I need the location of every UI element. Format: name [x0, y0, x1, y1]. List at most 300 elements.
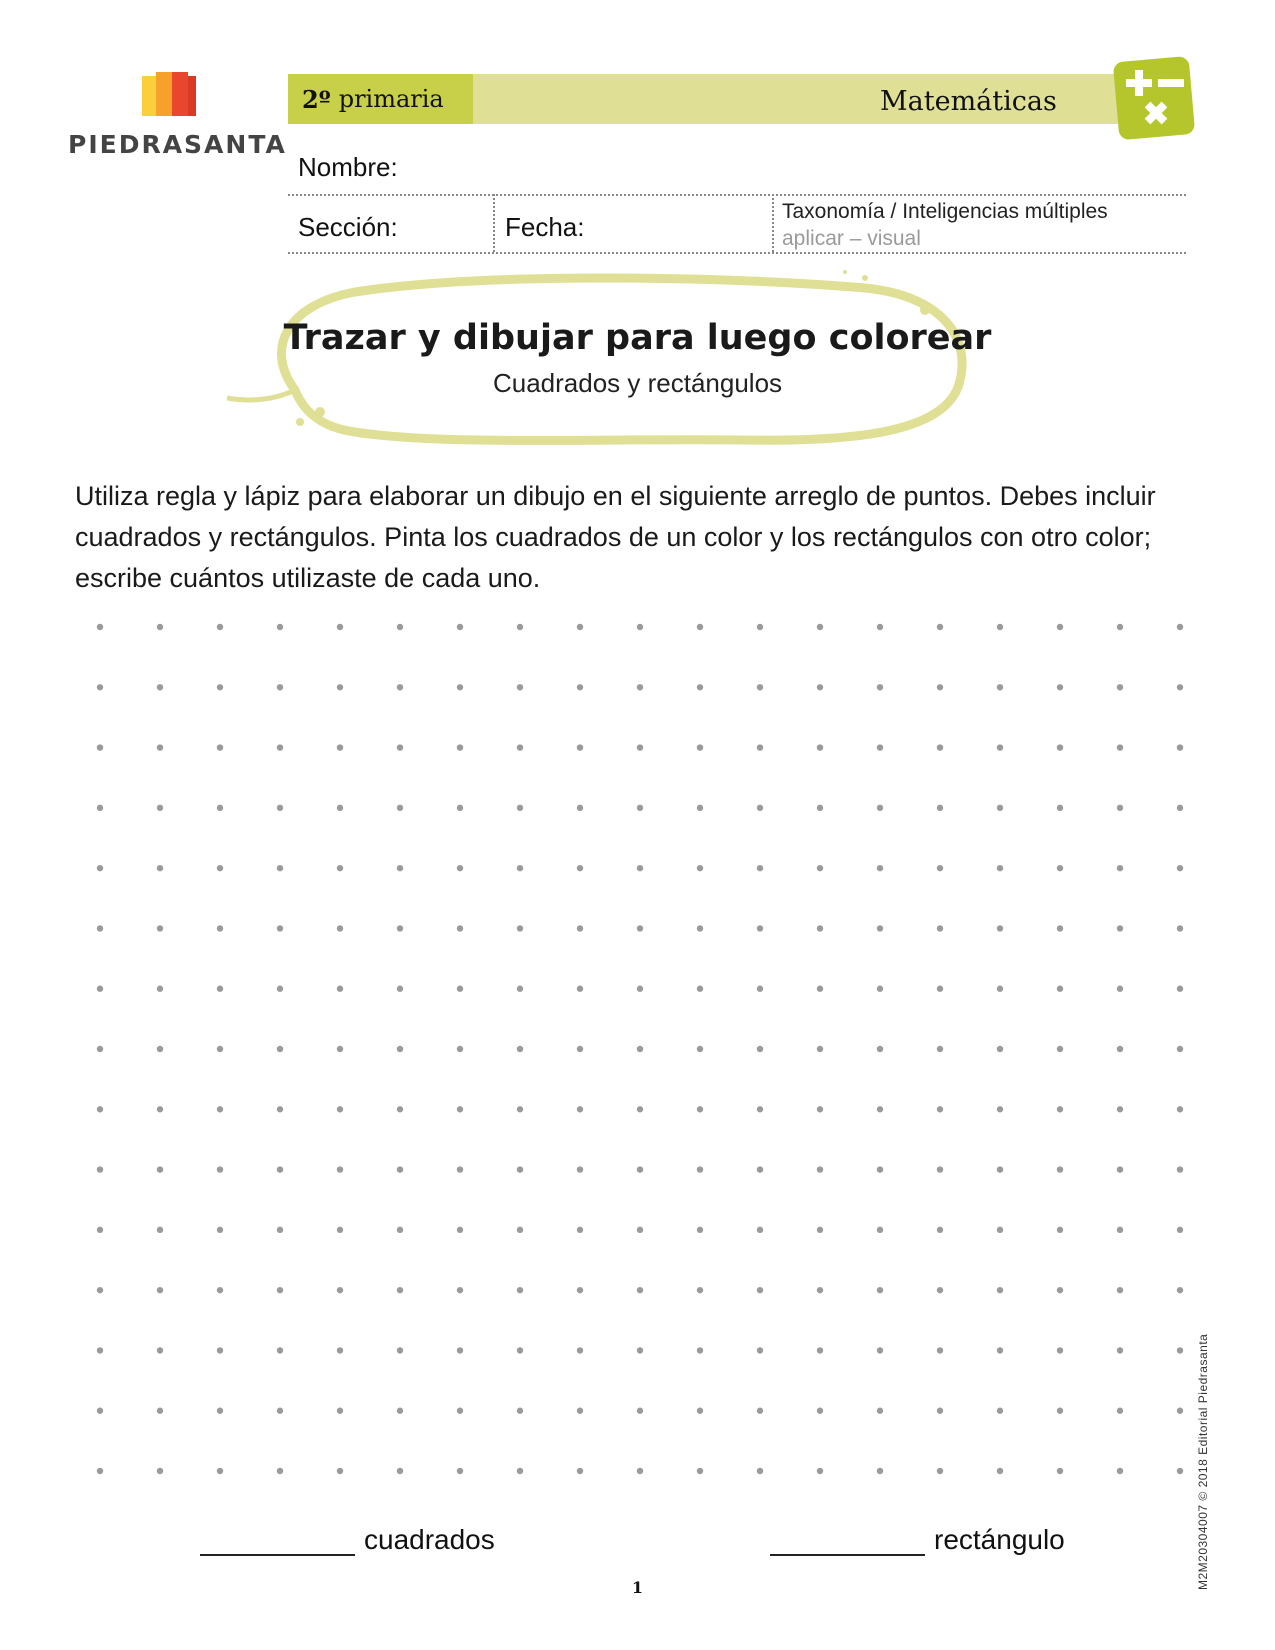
grid-dot [97, 986, 103, 992]
grid-dot [277, 1046, 283, 1052]
grid-dot [277, 1408, 283, 1414]
grid-dot [457, 805, 463, 811]
grid-dot [217, 1046, 223, 1052]
grid-dot [937, 865, 943, 871]
grid-dot [1177, 1166, 1183, 1172]
grid-dot [517, 865, 523, 871]
grid-dot [937, 1408, 943, 1414]
grid-dot [337, 1106, 343, 1112]
grid-dot [997, 1347, 1003, 1353]
grid-dot [1177, 986, 1183, 992]
grid-dot [937, 1166, 943, 1172]
grid-dot [997, 1468, 1003, 1474]
grid-dot [577, 1046, 583, 1052]
grid-dot [1117, 1046, 1123, 1052]
grid-dot [637, 744, 643, 750]
grid-dot [817, 624, 823, 630]
grid-dot [637, 805, 643, 811]
divider [288, 252, 1186, 254]
grid-dot [1057, 1106, 1063, 1112]
grid-dot [697, 865, 703, 871]
grid-dot [997, 865, 1003, 871]
grid-dot [1177, 624, 1183, 630]
grid-dot [1057, 744, 1063, 750]
grid-dot [1177, 925, 1183, 931]
grid-dot [157, 744, 163, 750]
grid-dot [277, 744, 283, 750]
grid-dot [277, 1287, 283, 1293]
grid-dot [1117, 1408, 1123, 1414]
grid-dot [757, 744, 763, 750]
grid-dot [697, 805, 703, 811]
grid-dot [1117, 986, 1123, 992]
piedrasanta-logo-icon [140, 70, 200, 118]
grid-dot [277, 1106, 283, 1112]
date-field-label: Fecha: [505, 212, 585, 242]
grid-dot [157, 1347, 163, 1353]
grid-dot [157, 805, 163, 811]
grid-dot [637, 1287, 643, 1293]
grid-dot [97, 925, 103, 931]
grid-dot [577, 805, 583, 811]
grid-dot [577, 1468, 583, 1474]
grid-dot [457, 1166, 463, 1172]
grid-dot [757, 684, 763, 690]
squares-count-blank[interactable] [200, 1554, 355, 1556]
grid-dot [397, 1347, 403, 1353]
grid-dot [1177, 1046, 1183, 1052]
grid-dot [817, 1468, 823, 1474]
grid-dot [1057, 1287, 1063, 1293]
grid-dot [217, 1287, 223, 1293]
grid-dot [157, 986, 163, 992]
grid-dot [697, 684, 703, 690]
grid-dot [1117, 865, 1123, 871]
grid-dot [457, 744, 463, 750]
grid-dot [877, 925, 883, 931]
grade-tab [288, 74, 473, 124]
grid-dot [337, 1347, 343, 1353]
grid-dot [97, 624, 103, 630]
grid-dot [277, 1468, 283, 1474]
grid-dot [877, 1287, 883, 1293]
grid-dot [217, 1106, 223, 1112]
grid-dot [637, 865, 643, 871]
grid-dot [1057, 1408, 1063, 1414]
grid-dot [397, 986, 403, 992]
grid-dot [697, 744, 703, 750]
grid-dot [517, 986, 523, 992]
grid-dot [637, 1046, 643, 1052]
grid-dot [1057, 925, 1063, 931]
grid-dot [937, 1287, 943, 1293]
grid-dot [1057, 1227, 1063, 1233]
grid-dot [397, 1227, 403, 1233]
grid-dot [517, 1408, 523, 1414]
grid-dot [337, 1227, 343, 1233]
grid-dot [1177, 684, 1183, 690]
grid-dot [397, 1468, 403, 1474]
grid-dot [97, 744, 103, 750]
brand-name: PIEDRASANTA [68, 130, 287, 159]
grid-dot [997, 1408, 1003, 1414]
grid-dot [277, 624, 283, 630]
grid-dot [577, 1347, 583, 1353]
grid-dot [697, 925, 703, 931]
grid-dot [937, 684, 943, 690]
grid-dot [97, 1408, 103, 1414]
grid-dot [637, 1166, 643, 1172]
grid-dot [337, 744, 343, 750]
grid-dot [517, 1287, 523, 1293]
grid-dot [157, 1106, 163, 1112]
grid-dot [877, 1347, 883, 1353]
grid-dot [637, 1106, 643, 1112]
rectangles-label: rectángulo [934, 1524, 1065, 1555]
grid-dot [1057, 684, 1063, 690]
grid-dot [757, 1046, 763, 1052]
grid-dot [937, 1106, 943, 1112]
copyright-notice: M2M2030400​7 © 2018 Editorial Piedrasanta [1196, 1333, 1210, 1590]
grid-dot [937, 986, 943, 992]
grid-dot [757, 1166, 763, 1172]
grid-dot [517, 1166, 523, 1172]
grid-dot [457, 925, 463, 931]
grid-dot [457, 1287, 463, 1293]
math-operations-icon [1112, 55, 1198, 141]
grid-dot [337, 624, 343, 630]
grid-dot [757, 986, 763, 992]
grid-dot [97, 1468, 103, 1474]
grid-dot [517, 1106, 523, 1112]
grid-dot [457, 1408, 463, 1414]
grid-dot [277, 865, 283, 871]
grid-dot [997, 624, 1003, 630]
grid-dot [877, 805, 883, 811]
grid-dot [397, 1166, 403, 1172]
instructions-text: Utiliza regla y lápiz para elaborar un dibujo en el siguiente arreglo de puntos. Debes incluir cuadrados y rectángulos. Pinta los cuadrados de un color y los rectángulos con otro color; escribe cuántos utilizaste de cada uno. [75, 481, 1156, 593]
grid-dot [637, 624, 643, 630]
grid-dot [337, 986, 343, 992]
subject-title: Matemáticas [880, 86, 1057, 117]
grid-dot [217, 805, 223, 811]
grid-dot [397, 684, 403, 690]
grid-dot [1117, 1287, 1123, 1293]
grid-dot [397, 744, 403, 750]
grid-dot [97, 1106, 103, 1112]
grid-dot [817, 805, 823, 811]
grid-dot [697, 1227, 703, 1233]
section-field-label: Sección: [298, 212, 398, 242]
grid-dot [97, 805, 103, 811]
grid-dot [577, 1227, 583, 1233]
grid-dot [217, 744, 223, 750]
grid-dot [277, 805, 283, 811]
grid-dot [937, 744, 943, 750]
grid-dot [397, 1287, 403, 1293]
grid-dot [697, 1166, 703, 1172]
grid-dot [577, 1166, 583, 1172]
grid-dot [1117, 1468, 1123, 1474]
grid-dot [1117, 744, 1123, 750]
grid-dot [1177, 1287, 1183, 1293]
grid-dot [157, 624, 163, 630]
grid-dot [577, 624, 583, 630]
grid-dot [817, 744, 823, 750]
grid-dot [997, 986, 1003, 992]
grid-dot [217, 1408, 223, 1414]
grid-dot [877, 684, 883, 690]
grid-dot [817, 1166, 823, 1172]
grid-dot [1057, 986, 1063, 992]
grid-dot [517, 624, 523, 630]
grid-dot [697, 1468, 703, 1474]
grid-dot [157, 1227, 163, 1233]
grid-dot [397, 624, 403, 630]
grid-dot [1057, 1347, 1063, 1353]
grid-dot [757, 1227, 763, 1233]
grid-dot [337, 865, 343, 871]
grid-dot [997, 1046, 1003, 1052]
grid-dot [97, 1227, 103, 1233]
grid-dot [397, 925, 403, 931]
grid-dot [97, 1287, 103, 1293]
grid-dot [277, 1227, 283, 1233]
grid-dot [637, 925, 643, 931]
grid-dot [937, 1347, 943, 1353]
grid-dot [1177, 1468, 1183, 1474]
grid-dot [337, 805, 343, 811]
grid-dot [937, 925, 943, 931]
grid-dot [817, 986, 823, 992]
grid-dot [1117, 1166, 1123, 1172]
grid-dot [337, 1408, 343, 1414]
grid-dot [817, 1287, 823, 1293]
grid-dot [697, 1347, 703, 1353]
grid-dot [157, 1046, 163, 1052]
grid-dot [337, 1468, 343, 1474]
grid-dot [1057, 1468, 1063, 1474]
divider [772, 194, 774, 252]
grid-dot [877, 986, 883, 992]
grid-dot [817, 865, 823, 871]
grid-dot [757, 865, 763, 871]
grid-dot [997, 1227, 1003, 1233]
grid-dot [517, 744, 523, 750]
grid-dot [577, 684, 583, 690]
grid-dot [937, 1046, 943, 1052]
grid-dot [637, 1227, 643, 1233]
grid-dot [457, 1106, 463, 1112]
grid-dot [577, 1408, 583, 1414]
grid-dot [937, 1227, 943, 1233]
grid-dot [157, 1408, 163, 1414]
grid-dot [277, 1166, 283, 1172]
grid-dot [997, 744, 1003, 750]
grid-dot [457, 624, 463, 630]
grid-dot [337, 1166, 343, 1172]
grid-dot [277, 1347, 283, 1353]
grid-dot [157, 865, 163, 871]
grid-dot [877, 1227, 883, 1233]
grid-dot [817, 1046, 823, 1052]
grid-dot [697, 986, 703, 992]
grid-dot [637, 986, 643, 992]
grid-dot [637, 1408, 643, 1414]
grid-dot [997, 1166, 1003, 1172]
rectangles-count-blank[interactable] [770, 1554, 925, 1556]
grid-dot [217, 865, 223, 871]
grid-dot [157, 1287, 163, 1293]
grid-dot [97, 1046, 103, 1052]
grid-dot [517, 925, 523, 931]
grid-dot [577, 1106, 583, 1112]
grid-dot [997, 1287, 1003, 1293]
grid-dot [697, 1408, 703, 1414]
grid-dot [817, 1347, 823, 1353]
dot-grid[interactable] [95, 622, 1185, 1476]
grid-dot [817, 1106, 823, 1112]
grid-dot [637, 684, 643, 690]
grid-dot [1117, 684, 1123, 690]
grid-dot [817, 684, 823, 690]
grid-dot [217, 1166, 223, 1172]
grid-dot [397, 1046, 403, 1052]
grid-dot [697, 624, 703, 630]
grid-dot [157, 1468, 163, 1474]
taxonomy-title: Taxonomía / Inteligencias múltiples [782, 200, 1108, 223]
grid-dot [1117, 1347, 1123, 1353]
grid-dot [757, 1287, 763, 1293]
grid-dot [457, 684, 463, 690]
grid-dot [757, 1408, 763, 1414]
grid-dot [517, 1468, 523, 1474]
grid-dot [277, 986, 283, 992]
grid-dot [817, 1408, 823, 1414]
grid-dot [97, 865, 103, 871]
grid-dot [577, 925, 583, 931]
grid-dot [1117, 1227, 1123, 1233]
grid-dot [517, 1046, 523, 1052]
grid-dot [397, 1408, 403, 1414]
grid-dot [877, 624, 883, 630]
grid-dot [997, 1106, 1003, 1112]
grid-dot [1057, 805, 1063, 811]
grid-dot [1057, 1166, 1063, 1172]
grid-dot [877, 1166, 883, 1172]
grid-dot [157, 925, 163, 931]
grid-dot [217, 624, 223, 630]
grid-dot [577, 986, 583, 992]
grid-dot [217, 1347, 223, 1353]
grid-dot [997, 684, 1003, 690]
grid-dot [217, 986, 223, 992]
grid-dot [577, 1287, 583, 1293]
grid-dot [457, 1347, 463, 1353]
grid-dot [97, 1166, 103, 1172]
grid-dot [757, 1468, 763, 1474]
grid-dot [937, 1468, 943, 1474]
grid-dot [1117, 925, 1123, 931]
divider [493, 194, 495, 252]
grid-dot [337, 925, 343, 931]
grid-dot [997, 925, 1003, 931]
grid-dot [217, 1468, 223, 1474]
grid-dot [277, 925, 283, 931]
grid-dot [757, 925, 763, 931]
grade-number: 2º [302, 84, 331, 114]
grid-dot [937, 805, 943, 811]
grid-dot [1177, 1408, 1183, 1414]
activity-title: Trazar y dibujar para luego colorear [283, 318, 992, 358]
grid-dot [697, 1046, 703, 1052]
grid-dot [397, 805, 403, 811]
grid-dot [877, 1106, 883, 1112]
grid-dot [337, 684, 343, 690]
grid-dot [457, 986, 463, 992]
grid-dot [337, 1287, 343, 1293]
squares-label: cuadrados [364, 1524, 495, 1555]
grid-dot [1117, 1106, 1123, 1112]
grid-dot [877, 865, 883, 871]
activity-subtitle: Cuadrados y rectángulos [492, 368, 783, 398]
grid-dot [517, 1347, 523, 1353]
name-field-label: Nombre: [298, 152, 398, 182]
grid-dot [1177, 805, 1183, 811]
grid-dot [517, 684, 523, 690]
grid-dot [697, 1287, 703, 1293]
grid-dot [757, 805, 763, 811]
grid-dot [1177, 1106, 1183, 1112]
grade-label: primaria [338, 85, 444, 113]
grid-dot [637, 1468, 643, 1474]
grid-dot [397, 1106, 403, 1112]
grid-dot [1117, 805, 1123, 811]
grid-dot [1117, 624, 1123, 630]
grid-dot [877, 1408, 883, 1414]
grid-dot [817, 1227, 823, 1233]
grid-dot [577, 865, 583, 871]
grid-dot [217, 925, 223, 931]
grid-dot [157, 1166, 163, 1172]
grid-dot [457, 865, 463, 871]
grid-dot [877, 1468, 883, 1474]
grid-dot [577, 744, 583, 750]
grid-dot [517, 1227, 523, 1233]
grid-dot [1177, 1347, 1183, 1353]
grid-dot [1177, 1227, 1183, 1233]
title-cloud-frame [225, 270, 985, 455]
grid-dot [757, 1347, 763, 1353]
grid-dot [157, 684, 163, 690]
grid-dot [1177, 744, 1183, 750]
grid-dot [397, 865, 403, 871]
grid-dot [1057, 865, 1063, 871]
grid-dot [1177, 865, 1183, 871]
grid-dot [937, 624, 943, 630]
grid-dot [757, 624, 763, 630]
grid-dot [337, 1046, 343, 1052]
grid-dot [457, 1046, 463, 1052]
divider [288, 194, 1186, 196]
grid-dot [97, 684, 103, 690]
grid-dot [877, 1046, 883, 1052]
grid-dot [1057, 624, 1063, 630]
grid-dot [697, 1106, 703, 1112]
grid-dot [997, 805, 1003, 811]
grid-dot [457, 1468, 463, 1474]
grid-dot [817, 925, 823, 931]
